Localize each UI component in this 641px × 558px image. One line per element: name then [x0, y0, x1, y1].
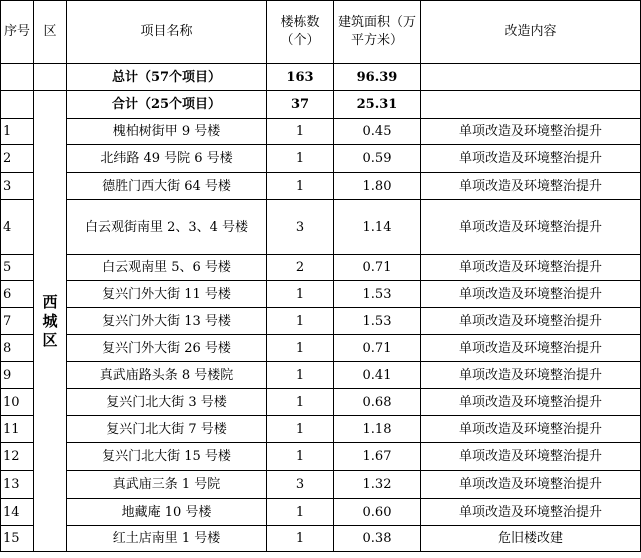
row-seq: 8	[1, 335, 34, 362]
table-row	[1, 255, 641, 281]
row-content: 危旧楼改建	[421, 526, 641, 552]
district-cell	[34, 91, 67, 552]
table-row	[1, 173, 641, 200]
row-content: 单项改造及环境整治提升	[421, 145, 641, 173]
header-seq: 序号	[1, 1, 34, 64]
table-row	[1, 389, 641, 416]
header-name: 项目名称	[67, 1, 267, 64]
row-buildings: 1	[267, 335, 334, 362]
total-row	[1, 64, 641, 91]
row-buildings: 1	[267, 119, 334, 145]
row-area: 1.53	[334, 281, 421, 308]
district-char-2: 城	[42, 311, 58, 330]
subtotal-content-cell	[421, 91, 641, 119]
table-row	[1, 145, 641, 173]
row-seq: 7	[1, 308, 34, 335]
row-name: 槐柏树街甲 9 号楼	[67, 119, 267, 145]
row-buildings: 1	[267, 173, 334, 200]
row-buildings: 2	[267, 255, 334, 281]
header-area: 建筑面积（万平方米）	[334, 1, 421, 64]
total-label: 总计（57个项目）	[67, 64, 267, 91]
row-area: 1.67	[334, 443, 421, 471]
row-name: 红土店南里 1 号楼	[67, 526, 267, 552]
row-buildings: 1	[267, 145, 334, 173]
row-seq: 15	[1, 526, 34, 552]
row-name: 复兴门北大街 15 号楼	[67, 443, 267, 471]
table-row	[1, 362, 641, 389]
total-seq-cell	[1, 64, 34, 91]
table-row	[1, 281, 641, 308]
row-area: 0.45	[334, 119, 421, 145]
row-name: 地藏庵 10 号楼	[67, 499, 267, 526]
row-seq: 11	[1, 416, 34, 443]
row-name: 复兴门外大街 13 号楼	[67, 308, 267, 335]
header-district: 区	[34, 1, 67, 64]
row-area: 1.53	[334, 308, 421, 335]
table-row	[1, 416, 641, 443]
row-name: 复兴门外大街 26 号楼	[67, 335, 267, 362]
table-row	[1, 499, 641, 526]
row-name: 复兴门北大街 7 号楼	[67, 416, 267, 443]
row-content: 单项改造及环境整治提升	[421, 499, 641, 526]
row-seq: 12	[1, 443, 34, 471]
row-area: 0.71	[334, 255, 421, 281]
row-name: 德胜门西大街 64 号楼	[67, 173, 267, 200]
row-area: 1.14	[334, 200, 421, 255]
row-buildings: 1	[267, 499, 334, 526]
row-seq: 6	[1, 281, 34, 308]
total-area: 96.39	[334, 64, 421, 91]
row-content: 单项改造及环境整治提升	[421, 362, 641, 389]
row-area: 0.59	[334, 145, 421, 173]
row-content: 单项改造及环境整治提升	[421, 255, 641, 281]
header-buildings: 楼栋数（个）	[267, 1, 334, 64]
district-char-1: 西	[42, 292, 58, 311]
row-area: 0.60	[334, 499, 421, 526]
row-buildings: 1	[267, 362, 334, 389]
row-content: 单项改造及环境整治提升	[421, 335, 641, 362]
row-buildings: 3	[267, 200, 334, 255]
row-buildings: 1	[267, 526, 334, 552]
table-row	[1, 119, 641, 145]
table-row	[1, 335, 641, 362]
subtotal-buildings: 37	[267, 91, 334, 119]
row-buildings: 1	[267, 416, 334, 443]
header-content: 改造内容	[421, 1, 641, 64]
table-row	[1, 471, 641, 499]
row-name: 真武庙三条 1 号院	[67, 471, 267, 499]
total-content-cell	[421, 64, 641, 91]
table-row	[1, 443, 641, 471]
row-area: 1.32	[334, 471, 421, 499]
row-area: 1.80	[334, 173, 421, 200]
subtotal-seq-cell	[1, 91, 34, 119]
row-area: 1.18	[334, 416, 421, 443]
row-seq: 14	[1, 499, 34, 526]
row-name: 复兴门外大街 11 号楼	[67, 281, 267, 308]
row-seq: 1	[1, 119, 34, 145]
row-seq: 10	[1, 389, 34, 416]
row-seq: 4	[1, 200, 34, 255]
table-row	[1, 308, 641, 335]
subtotal-row	[1, 91, 641, 119]
row-content: 单项改造及环境整治提升	[421, 173, 641, 200]
row-content: 单项改造及环境整治提升	[421, 119, 641, 145]
row-buildings: 1	[267, 308, 334, 335]
subtotal-label: 合计（25个项目）	[67, 91, 267, 119]
header-row	[1, 1, 641, 64]
row-seq: 9	[1, 362, 34, 389]
row-name: 复兴门北大街 3 号楼	[67, 389, 267, 416]
row-content: 单项改造及环境整治提升	[421, 308, 641, 335]
row-content: 单项改造及环境整治提升	[421, 200, 641, 255]
row-content: 单项改造及环境整治提升	[421, 416, 641, 443]
row-seq: 5	[1, 255, 34, 281]
row-name: 真武庙路头条 8 号楼院	[67, 362, 267, 389]
row-name: 白云观南里 5、6 号楼	[67, 255, 267, 281]
row-name: 北纬路 49 号院 6 号楼	[67, 145, 267, 173]
subtotal-area: 25.31	[334, 91, 421, 119]
row-area: 0.41	[334, 362, 421, 389]
row-seq: 3	[1, 173, 34, 200]
row-area: 0.38	[334, 526, 421, 552]
row-content: 单项改造及环境整治提升	[421, 471, 641, 499]
total-district-cell	[34, 64, 67, 91]
row-content: 单项改造及环境整治提升	[421, 281, 641, 308]
row-content: 单项改造及环境整治提升	[421, 389, 641, 416]
total-buildings: 163	[267, 64, 334, 91]
row-buildings: 1	[267, 389, 334, 416]
row-area: 0.68	[334, 389, 421, 416]
row-buildings: 1	[267, 443, 334, 471]
table-row	[1, 200, 641, 255]
row-buildings: 1	[267, 281, 334, 308]
row-seq: 2	[1, 145, 34, 173]
table-row	[1, 526, 641, 552]
row-name: 白云观街南里 2、3、4 号楼	[67, 200, 267, 255]
row-content: 单项改造及环境整治提升	[421, 443, 641, 471]
district-char-3: 区	[42, 330, 58, 349]
row-buildings: 3	[267, 471, 334, 499]
row-area: 0.71	[334, 335, 421, 362]
row-seq: 13	[1, 471, 34, 499]
